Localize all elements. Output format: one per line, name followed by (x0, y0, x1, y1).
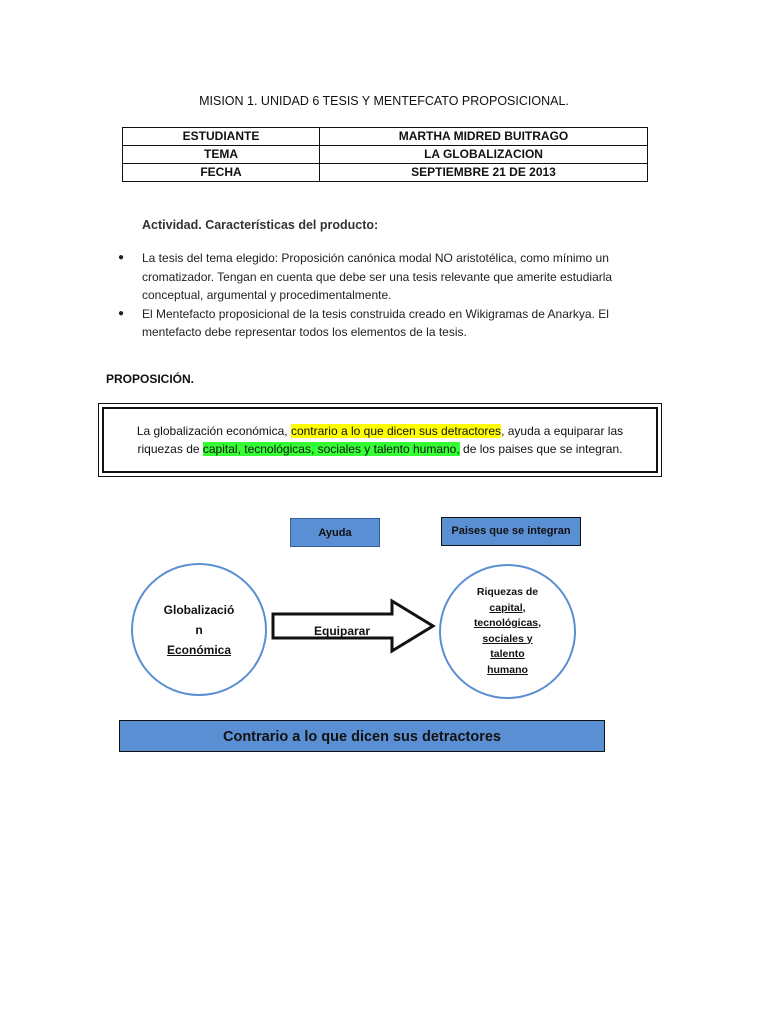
highlight-green: capital, tecnológicas, sociales y talento humano, (202, 442, 460, 456)
proposition-heading: PROPOSICIÓN. (106, 372, 195, 386)
ayuda-box: Ayuda (290, 518, 380, 547)
detractores-box: Contrario a lo que dicen sus detractores (119, 720, 605, 752)
bullet-text: La tesis del tema elegido: Proposición canónica modal NO aristotélica, como mínimo un cromatizador. Tengan en cuenta que debe ser una tesis relevante que amerite estudiarla conceptual, argumental y procedimentalmente. (142, 251, 613, 302)
riquezas-circle (439, 564, 576, 699)
table-label-topic: TEMA (123, 146, 320, 164)
proposition-box (98, 403, 662, 477)
proposition-part-1: La globalización económica, (136, 424, 291, 438)
table-value-student: MARTHA MIDRED BUITRAGO (320, 128, 648, 146)
bullet-icon: ● (118, 252, 125, 263)
arrow-label: Equiparar (314, 624, 371, 638)
table-row (123, 146, 648, 164)
table-label-date: FECHA (123, 164, 320, 182)
circle-line: talento (490, 648, 525, 660)
table-row (123, 128, 648, 146)
proposition-part-3: de los paises que se integran. (459, 442, 623, 456)
table-row (123, 164, 648, 182)
circle-line: capital, (489, 601, 526, 614)
circle-line: Globalizació (163, 602, 235, 617)
document-title: MISION 1. UNIDAD 6 TESIS Y MENTEFCATO PROPOSICIONAL. (199, 94, 569, 108)
table-value-topic: LA GLOBALIZACION (320, 146, 648, 164)
circle-line: tecnológicas, (473, 617, 542, 629)
info-table (122, 127, 648, 182)
paises-box: Paises que se integran (441, 517, 581, 546)
activity-list (118, 249, 648, 342)
bullet-icon: ● (118, 307, 125, 319)
circle-line: Económica (166, 642, 232, 657)
list-item (118, 305, 648, 342)
activity-title: Actividad. Características del producto: (142, 218, 379, 232)
highlight-yellow: contrario a lo que dicen sus detractores (290, 424, 502, 438)
table-value-date: SEPTIEMBRE 21 DE 2013 (320, 164, 648, 182)
circle-line: humano (487, 663, 528, 676)
circle-line: Riquezas de (476, 586, 539, 598)
bullet-text: El Mentefacto proposicional de la tesis construida creado en Wikigramas de Anarkya. El mentefacto debe representar todos los elementos de la tesis. (142, 306, 609, 339)
circle-line: n (195, 622, 203, 637)
proposition-part-2: , ayuda a equiparar las riquezas de (137, 424, 624, 456)
proposition-text (102, 407, 658, 473)
circle-line: sociales y (482, 632, 533, 645)
table-label-student: ESTUDIANTE (123, 128, 320, 146)
list-item (118, 249, 648, 305)
globalization-circle (131, 563, 267, 696)
